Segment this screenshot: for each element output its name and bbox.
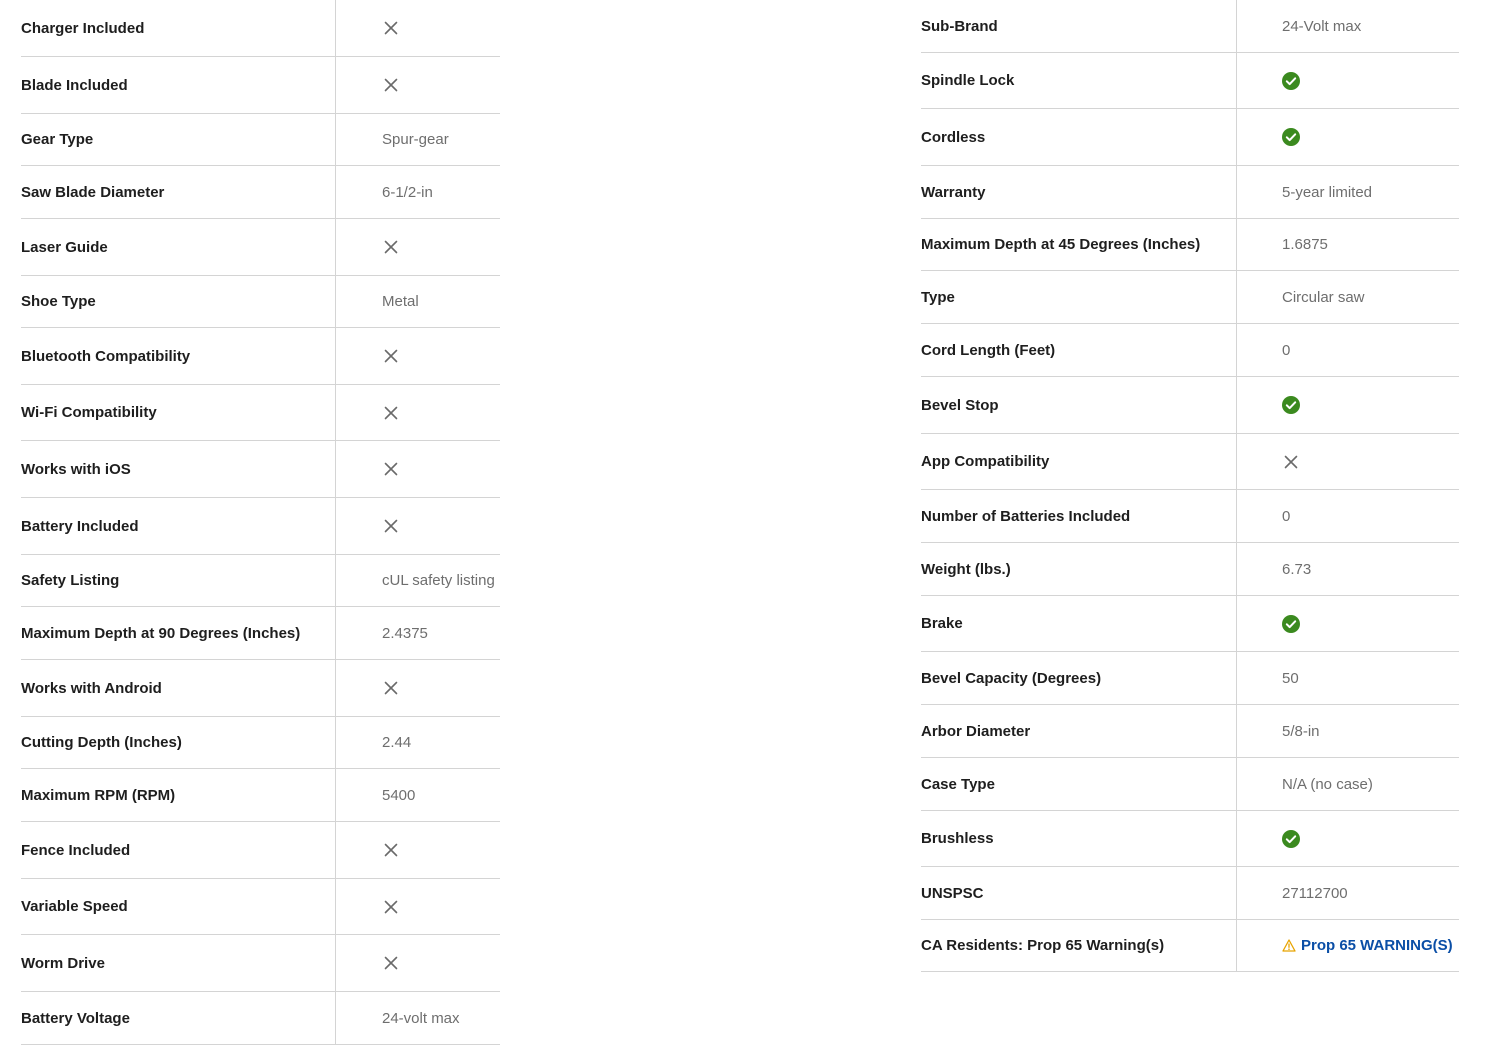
cross-icon xyxy=(382,19,400,37)
spec-row-gear-type xyxy=(21,114,500,166)
spec-value-cell xyxy=(335,822,500,878)
spec-value-cell xyxy=(1236,0,1459,52)
spec-label: Weight (lbs.) xyxy=(921,560,1011,578)
cross-icon xyxy=(382,954,400,972)
spec-row-battery-voltage xyxy=(21,992,500,1045)
cross-icon xyxy=(382,841,400,859)
cross-icon xyxy=(382,517,400,535)
cross-icon xyxy=(382,76,400,94)
cross-icon xyxy=(382,347,400,365)
spec-row-battery-included xyxy=(21,498,500,555)
spec-row-type xyxy=(921,271,1459,324)
spec-value: 1.6875 xyxy=(1282,236,1328,253)
spec-value: 6.73 xyxy=(1282,560,1312,578)
spec-label: Laser Guide xyxy=(21,238,108,256)
spec-value: 27112700 xyxy=(1282,884,1348,902)
spec-value: 2.44 xyxy=(382,734,412,751)
spec-label: Cord Length (Feet) xyxy=(921,341,1056,359)
prop65-warning-link[interactable] xyxy=(1282,937,1453,954)
spec-label: Charger Included xyxy=(21,19,145,37)
spec-row-bevel-stop xyxy=(921,377,1459,434)
check-circle-icon xyxy=(1282,128,1300,146)
spec-row-charger-included xyxy=(21,0,500,57)
spec-row-saw-blade-diameter xyxy=(21,166,500,219)
spec-label: Gear Type xyxy=(21,131,94,148)
spec-row-app-compatibility xyxy=(921,434,1459,490)
spec-value: 5400 xyxy=(382,786,416,804)
spec-label: Arbor Diameter xyxy=(921,722,1031,740)
spec-row-worm-drive xyxy=(21,935,500,992)
spec-value-cell xyxy=(1236,705,1459,757)
check-circle-icon xyxy=(1282,396,1300,414)
spec-value-cell xyxy=(1236,109,1459,165)
spec-value-cell xyxy=(335,441,500,497)
spec-value-cell xyxy=(335,555,500,606)
spec-row-blade-included xyxy=(21,57,500,114)
spec-value: 5/8-in xyxy=(1282,722,1320,740)
warning-triangle-icon xyxy=(1282,939,1296,952)
spec-label: Maximum RPM (RPM) xyxy=(21,786,176,804)
spec-label: Sub-Brand xyxy=(921,17,998,35)
spec-row-works-with-ios xyxy=(21,441,500,498)
check-circle-icon xyxy=(1282,830,1300,848)
spec-value-cell xyxy=(1236,543,1459,595)
spec-value-cell xyxy=(335,57,500,113)
spec-value-cell xyxy=(1236,867,1459,919)
spec-label: CA Residents: Prop 65 Warning(s) xyxy=(921,937,1165,954)
spec-value-cell xyxy=(335,0,500,56)
check-circle-icon xyxy=(1282,72,1300,90)
spec-value: N/A (no case) xyxy=(1282,775,1373,793)
spec-row-wi-fi-compatibility xyxy=(21,385,500,441)
spec-row-safety-listing xyxy=(21,555,500,607)
spec-value-cell xyxy=(335,717,500,768)
spec-value-cell xyxy=(1236,434,1459,489)
spec-label: Spindle Lock xyxy=(921,72,1015,89)
spec-value: 2.4375 xyxy=(382,624,428,642)
spec-value: 5-year limited xyxy=(1282,183,1373,201)
spec-value-cell xyxy=(335,607,500,659)
spec-value: Metal xyxy=(382,293,419,310)
spec-value-cell xyxy=(1236,596,1459,651)
specifications-table-left xyxy=(21,0,500,1045)
spec-value-cell xyxy=(1236,219,1459,270)
spec-value-cell xyxy=(1236,271,1459,323)
spec-value-cell xyxy=(335,114,500,165)
spec-label: Works with Android xyxy=(21,679,162,697)
spec-row-weight-lbs xyxy=(921,543,1459,596)
check-circle-icon xyxy=(1282,615,1300,633)
spec-row-bluetooth-compatibility xyxy=(21,328,500,385)
spec-value: cUL safety listing xyxy=(382,572,495,589)
spec-row-sub-brand xyxy=(921,0,1459,53)
spec-value-cell xyxy=(1236,53,1459,108)
spec-row-variable-speed xyxy=(21,879,500,935)
spec-row-unspsc xyxy=(921,867,1459,920)
spec-label: Type xyxy=(921,288,955,306)
spec-value-cell xyxy=(335,498,500,554)
spec-value: 24-volt max xyxy=(382,1009,460,1027)
spec-label: App Compatibility xyxy=(921,453,1050,470)
spec-row-maximum-depth-at-90-degrees-inches xyxy=(21,607,500,660)
spec-row-shoe-type xyxy=(21,276,500,328)
cross-icon xyxy=(382,679,400,697)
spec-value-cell xyxy=(335,166,500,218)
spec-label: UNSPSC xyxy=(921,884,984,902)
spec-label: Saw Blade Diameter xyxy=(21,183,165,201)
spec-value-cell xyxy=(335,879,500,934)
specifications-table-right xyxy=(921,0,1459,972)
spec-value: Circular saw xyxy=(1282,288,1365,306)
spec-value: 0 xyxy=(1282,507,1291,525)
spec-row-bevel-capacity-degrees xyxy=(921,652,1459,705)
spec-value-cell xyxy=(1236,324,1459,376)
spec-row-cordless xyxy=(921,109,1459,166)
spec-row-arbor-diameter xyxy=(921,705,1459,758)
spec-label: Cordless xyxy=(921,128,986,146)
spec-label: Maximum Depth at 90 Degrees (Inches) xyxy=(21,624,301,642)
spec-row-brake xyxy=(921,596,1459,652)
spec-value-cell xyxy=(1236,758,1459,810)
spec-value: Spur-gear xyxy=(382,131,449,148)
spec-value-cell xyxy=(1236,377,1459,433)
spec-label: Variable Speed xyxy=(21,898,128,915)
spec-row-brushless xyxy=(921,811,1459,867)
spec-row-ca-residents-prop-65-warning-s xyxy=(921,920,1459,972)
spec-value: 50 xyxy=(1282,669,1299,687)
spec-value-cell xyxy=(335,219,500,275)
spec-row-maximum-rpm-rpm xyxy=(21,769,500,822)
spec-label: Bluetooth Compatibility xyxy=(21,347,191,365)
spec-row-cutting-depth-inches xyxy=(21,717,500,769)
spec-row-laser-guide xyxy=(21,219,500,276)
spec-value-cell xyxy=(1236,166,1459,218)
spec-row-warranty xyxy=(921,166,1459,219)
spec-row-spindle-lock xyxy=(921,53,1459,109)
spec-value-cell xyxy=(335,385,500,440)
prop65-warning-link-text: Prop 65 WARNING(S) xyxy=(1301,937,1453,954)
spec-label: Safety Listing xyxy=(21,572,120,589)
spec-value-cell xyxy=(1236,490,1459,542)
spec-value-cell xyxy=(335,276,500,327)
spec-label: Fence Included xyxy=(21,841,131,859)
spec-label: Battery Included xyxy=(21,517,139,535)
cross-icon xyxy=(382,238,400,256)
spec-label: Bevel Stop xyxy=(921,396,999,414)
spec-value: 0 xyxy=(1282,341,1291,359)
spec-label: Warranty xyxy=(921,183,986,201)
spec-label: Works with iOS xyxy=(21,460,131,478)
spec-value-cell xyxy=(1236,652,1459,704)
cross-icon xyxy=(382,404,400,422)
spec-value-cell xyxy=(335,992,500,1044)
spec-row-case-type xyxy=(921,758,1459,811)
spec-value-cell xyxy=(335,769,500,821)
spec-label: Bevel Capacity (Degrees) xyxy=(921,669,1102,687)
spec-label: Blade Included xyxy=(21,76,128,94)
spec-label: Number of Batteries Included xyxy=(921,507,1131,525)
spec-value: 24-Volt max xyxy=(1282,17,1362,35)
spec-label: Shoe Type xyxy=(21,293,96,310)
spec-value-cell xyxy=(335,660,500,716)
spec-value-cell xyxy=(335,935,500,991)
spec-label: Worm Drive xyxy=(21,954,105,972)
spec-value-cell xyxy=(1236,811,1459,866)
cross-icon xyxy=(382,898,400,916)
spec-row-number-of-batteries-included xyxy=(921,490,1459,543)
spec-label: Brushless xyxy=(921,830,994,847)
spec-row-works-with-android xyxy=(21,660,500,717)
spec-value-cell xyxy=(1236,920,1459,971)
cross-icon xyxy=(1282,453,1300,471)
spec-label: Wi-Fi Compatibility xyxy=(21,404,157,421)
spec-row-cord-length-feet xyxy=(921,324,1459,377)
spec-row-fence-included xyxy=(21,822,500,879)
spec-label: Case Type xyxy=(921,775,995,793)
cross-icon xyxy=(382,460,400,478)
spec-label: Battery Voltage xyxy=(21,1009,130,1027)
spec-row-maximum-depth-at-45-degrees-inches xyxy=(921,219,1459,271)
spec-label: Brake xyxy=(921,615,963,632)
spec-value-cell xyxy=(335,328,500,384)
spec-label: Cutting Depth (Inches) xyxy=(21,734,182,751)
spec-label: Maximum Depth at 45 Degrees (Inches) xyxy=(921,236,1201,253)
spec-value: 6-1/2-in xyxy=(382,183,433,201)
